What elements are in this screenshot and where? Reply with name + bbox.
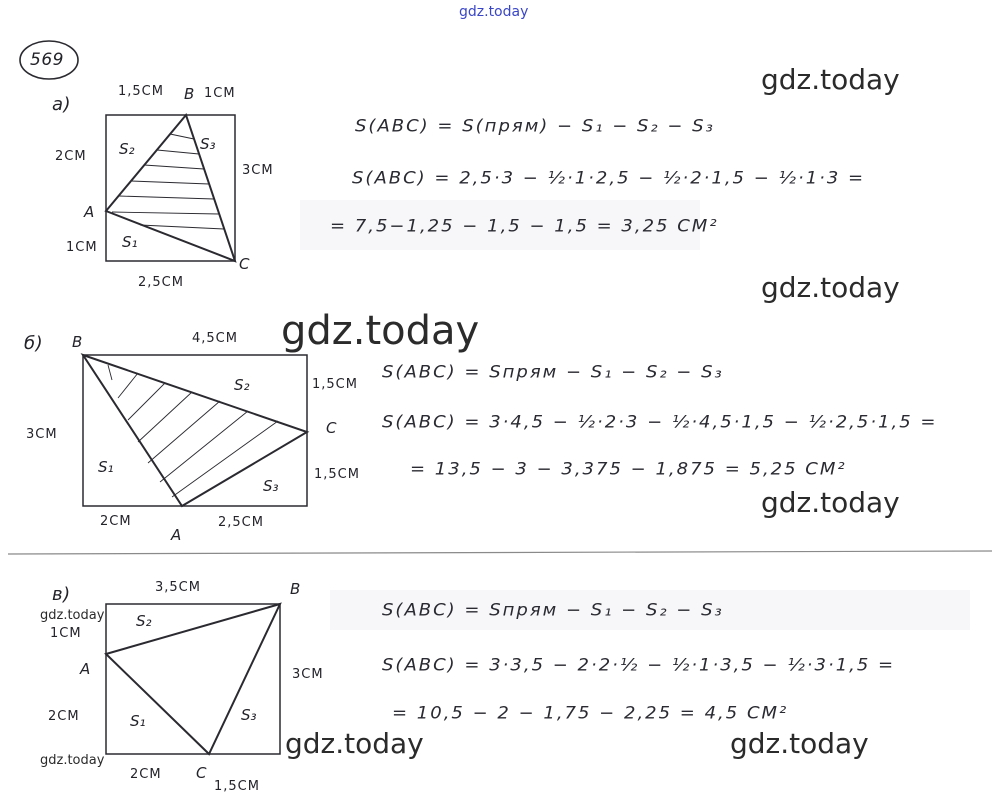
part-c-dim-right: 3СМ	[292, 667, 324, 682]
part-b-vertex-c: C	[326, 419, 337, 437]
watermark: gdz.today	[40, 753, 105, 768]
part-c-vertex-c: C	[196, 764, 207, 782]
part-a-label: а)	[52, 94, 72, 115]
part-c-region-s2: S₂	[136, 612, 152, 630]
part-a-dim-top-right: 1СМ	[204, 86, 236, 101]
part-b-region-s3: S₃	[263, 477, 279, 495]
part-a-region-s2: S₂	[119, 140, 135, 158]
part-a-vertex-c: C	[239, 255, 250, 273]
section-divider	[8, 551, 992, 554]
part-b-dim-right-top: 1,5СМ	[312, 377, 358, 392]
part-a-dim-bottom: 2,5СМ	[138, 275, 184, 290]
part-c-label: в)	[52, 584, 71, 605]
part-a-region-s1: S₁	[122, 233, 138, 251]
part-a-dim-right: 3СМ	[242, 163, 274, 178]
part-b-vertex-b: B	[72, 333, 83, 351]
part-b-formula-1: S(ABC) = Sпрям − S₁ − S₂ − S₃	[382, 362, 724, 383]
part-b-label: б)	[24, 333, 44, 354]
part-a-formula-1: S(ABC) = S(прям) − S₁ − S₂ − S₃	[355, 116, 715, 137]
part-c-dim-left-bottom: 2СМ	[48, 709, 80, 724]
part-b-formula-2: S(ABC) = 3·4,5 − ½·2·3 − ½·4,5·1,5 − ½·2,5·1,5 =	[382, 412, 938, 433]
diagram-c-triangle	[106, 604, 280, 754]
watermark: gdz.today	[281, 308, 480, 354]
part-c-dim-bottom-left: 2СМ	[130, 767, 162, 782]
part-a-formula-3: = 7,5−1,25 − 1,5 − 1,5 = 3,25 СМ²	[330, 216, 719, 237]
problem-number: 569	[30, 50, 64, 70]
part-a-region-s3: S₃	[200, 135, 216, 153]
part-c-vertex-b: B	[290, 580, 301, 598]
part-a-dim-left-top: 2СМ	[55, 149, 87, 164]
part-b-region-s2: S₂	[234, 376, 250, 394]
part-b-dim-right-bottom: 1,5СМ	[314, 467, 360, 482]
part-b-dim-bottom-left: 2СМ	[100, 514, 132, 529]
part-b-formula-3: = 13,5 − 3 − 3,375 − 1,875 = 5,25 СМ²	[410, 459, 847, 480]
watermark: gdz.today	[40, 608, 105, 623]
part-b-vertex-a: A	[171, 526, 182, 544]
part-b-region-s1: S₁	[98, 458, 114, 476]
part-c-formula-2: S(ABC) = 3·3,5 − 2·2·½ − ½·1·3,5 − ½·3·1,5 =	[382, 655, 896, 676]
watermark: gdz.today	[761, 271, 900, 304]
watermark: gdz.today	[285, 727, 424, 760]
part-a-vertex-a: A	[84, 203, 95, 221]
part-b-dim-left: 3СМ	[26, 427, 58, 442]
part-c-dim-top: 3,5СМ	[155, 580, 201, 595]
watermark: gdz.today	[761, 63, 900, 96]
part-c-dim-left-top: 1СМ	[50, 626, 82, 641]
watermark: gdz.today	[761, 486, 900, 519]
part-c-dim-bottom-right: 1,5СМ	[214, 779, 260, 794]
part-b-dim-top: 4,5СМ	[192, 331, 238, 346]
part-c-region-s3: S₃	[241, 706, 257, 724]
watermark: gdz.today	[459, 4, 529, 20]
part-c-region-s1: S₁	[130, 712, 146, 730]
part-a-dim-top-left: 1,5СМ	[118, 84, 164, 99]
part-b-dim-bottom-right: 2,5СМ	[218, 515, 264, 530]
diagram-c	[106, 604, 280, 754]
part-c-formula-3: = 10,5 − 2 − 1,75 − 2,25 = 4,5 СМ²	[392, 703, 789, 724]
part-c-formula-1: S(ABC) = Sпрям − S₁ − S₂ − S₃	[382, 600, 724, 621]
part-a-dim-left-bottom: 1СМ	[66, 240, 98, 255]
part-c-vertex-a: A	[80, 660, 91, 678]
watermark: gdz.today	[730, 727, 869, 760]
part-a-vertex-b: B	[184, 85, 195, 103]
part-a-formula-2: S(ABC) = 2,5·3 − ½·1·2,5 − ½·2·1,5 − ½·1·3 =	[352, 168, 866, 189]
